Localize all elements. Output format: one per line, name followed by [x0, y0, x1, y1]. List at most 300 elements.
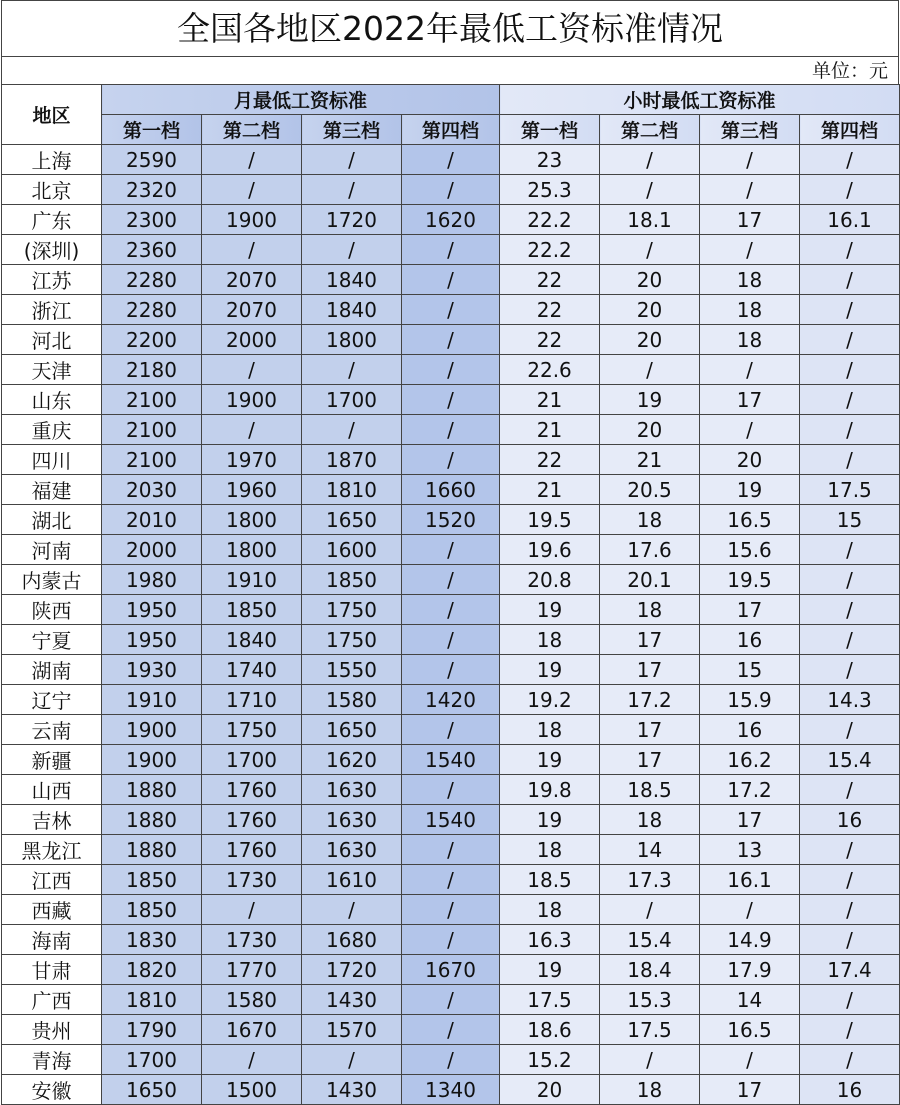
hourly-tier-1-cell: 19.2 — [500, 685, 600, 715]
hourly-tier-3-cell: 15.6 — [700, 535, 800, 565]
hourly-tier-3-cell: / — [700, 1045, 800, 1075]
table-row — [2, 145, 900, 175]
monthly-tier-3-cell: 1630 — [302, 775, 402, 805]
monthly-tier-1-cell: 2320 — [102, 175, 202, 205]
hourly-tier-2-cell: 17.2 — [600, 685, 700, 715]
region-cell: 陕西 — [2, 595, 102, 625]
table-row — [2, 1015, 900, 1045]
monthly-tier-4-cell: / — [402, 1015, 500, 1045]
monthly-tier-1-cell: 1980 — [102, 565, 202, 595]
monthly-tier-2-cell: / — [202, 1045, 302, 1075]
monthly-tier-2-cell: 1700 — [202, 745, 302, 775]
monthly-tier-4-cell: / — [402, 625, 500, 655]
monthly-tier-1-cell: 2000 — [102, 535, 202, 565]
hourly-tier-3-cell: / — [700, 895, 800, 925]
monthly-tier-2-cell: 1760 — [202, 835, 302, 865]
hourly-tier-3-cell: 18 — [700, 325, 800, 355]
monthly-tier-4-cell: / — [402, 595, 500, 625]
hourly-tier-1-cell: 23 — [500, 145, 600, 175]
hourly-tier-2-cell: 15.4 — [600, 925, 700, 955]
monthly-tier-4-cell: / — [402, 655, 500, 685]
monthly-tier-4-cell: 1420 — [402, 685, 500, 715]
region-cell: 天津 — [2, 355, 102, 385]
monthly-tier-3-cell: 1550 — [302, 655, 402, 685]
hourly-tier-3-header: 第三档 — [700, 115, 800, 145]
table-row — [2, 265, 900, 295]
monthly-tier-3-cell: / — [302, 235, 402, 265]
monthly-tier-3-cell: 1650 — [302, 505, 402, 535]
hourly-tier-2-cell: 19 — [600, 385, 700, 415]
hourly-tier-2-cell: 15.3 — [600, 985, 700, 1015]
hourly-tier-1-cell: 18 — [500, 835, 600, 865]
hourly-tier-2-cell: 14 — [600, 835, 700, 865]
monthly-tier-4-cell: / — [402, 985, 500, 1015]
table-row — [2, 385, 900, 415]
hourly-tier-1-cell: 22.6 — [500, 355, 600, 385]
hourly-tier-4-cell: / — [800, 655, 900, 685]
monthly-tier-3-cell: 1810 — [302, 475, 402, 505]
hourly-tier-2-cell: 21 — [600, 445, 700, 475]
hourly-tier-1-cell: 20 — [500, 1075, 600, 1105]
monthly-tier-2-cell: 1580 — [202, 985, 302, 1015]
hourly-tier-4-cell: 15.4 — [800, 745, 900, 775]
hourly-tier-4-cell: / — [800, 715, 900, 745]
monthly-tier-1-cell: 2280 — [102, 265, 202, 295]
monthly-tier-4-cell: 1520 — [402, 505, 500, 535]
monthly-tier-2-cell: 1900 — [202, 205, 302, 235]
monthly-tier-4-header: 第四档 — [402, 115, 500, 145]
monthly-tier-3-cell: / — [302, 355, 402, 385]
table-row — [2, 175, 900, 205]
hourly-tier-2-cell: 17.6 — [600, 535, 700, 565]
hourly-tier-2-cell: / — [600, 235, 700, 265]
hourly-tier-3-cell: 16.2 — [700, 745, 800, 775]
region-cell: 广东 — [2, 205, 102, 235]
hourly-tier-3-cell: 15.9 — [700, 685, 800, 715]
monthly-tier-4-cell: / — [402, 355, 500, 385]
region-cell: 广西 — [2, 985, 102, 1015]
hourly-tier-4-cell: / — [800, 355, 900, 385]
monthly-tier-1-cell: 2100 — [102, 415, 202, 445]
monthly-tier-3-cell: 1750 — [302, 625, 402, 655]
table-row — [2, 205, 900, 235]
monthly-tier-2-cell: 1710 — [202, 685, 302, 715]
table-row — [2, 805, 900, 835]
table-row — [2, 505, 900, 535]
hourly-tier-4-cell: / — [800, 895, 900, 925]
monthly-tier-3-cell: 1700 — [302, 385, 402, 415]
hourly-tier-1-cell: 22 — [500, 445, 600, 475]
monthly-tier-3-cell: 1680 — [302, 925, 402, 955]
table-row — [2, 235, 900, 265]
monthly-tier-1-cell: 1830 — [102, 925, 202, 955]
monthly-tier-4-cell: / — [402, 715, 500, 745]
hourly-tier-1-cell: 19 — [500, 595, 600, 625]
hourly-tier-1-cell: 25.3 — [500, 175, 600, 205]
hourly-tier-4-cell: 15 — [800, 505, 900, 535]
monthly-tier-3-cell: / — [302, 415, 402, 445]
table-row — [2, 985, 900, 1015]
hourly-tier-2-cell: 17 — [600, 655, 700, 685]
hourly-tier-4-cell: / — [800, 925, 900, 955]
hourly-tier-2-cell: 20 — [600, 295, 700, 325]
monthly-tier-2-cell: 1800 — [202, 535, 302, 565]
hourly-tier-2-cell: 18 — [600, 805, 700, 835]
hourly-tier-2-cell: 17 — [600, 745, 700, 775]
monthly-tier-4-cell: / — [402, 235, 500, 265]
monthly-tier-4-cell: / — [402, 295, 500, 325]
monthly-tier-4-cell: / — [402, 415, 500, 445]
wage-table — [1, 84, 900, 1105]
monthly-tier-4-cell: / — [402, 385, 500, 415]
region-cell: 宁夏 — [2, 625, 102, 655]
monthly-tier-2-cell: / — [202, 235, 302, 265]
hourly-tier-4-cell: 14.3 — [800, 685, 900, 715]
hourly-tier-3-cell: 17 — [700, 205, 800, 235]
monthly-tier-1-cell: 2300 — [102, 205, 202, 235]
monthly-tier-2-cell: 1730 — [202, 865, 302, 895]
monthly-tier-1-cell: 1850 — [102, 865, 202, 895]
monthly-tier-4-cell: / — [402, 175, 500, 205]
monthly-tier-3-cell: / — [302, 895, 402, 925]
hourly-tier-2-cell: 17 — [600, 715, 700, 745]
hourly-tier-4-cell: 16 — [800, 1075, 900, 1105]
hourly-tier-3-cell: 14 — [700, 985, 800, 1015]
monthly-tier-4-cell: / — [402, 265, 500, 295]
hourly-tier-3-cell: 17 — [700, 805, 800, 835]
hourly-tier-1-cell: 22 — [500, 295, 600, 325]
monthly-tier-1-cell: 2590 — [102, 145, 202, 175]
monthly-tier-3-cell: 1720 — [302, 205, 402, 235]
monthly-tier-4-cell: 1670 — [402, 955, 500, 985]
table-row — [2, 565, 900, 595]
monthly-tier-2-cell: 1760 — [202, 805, 302, 835]
region-cell: 青海 — [2, 1045, 102, 1075]
region-cell: 河北 — [2, 325, 102, 355]
region-cell: 浙江 — [2, 295, 102, 325]
monthly-tier-1-cell: 1910 — [102, 685, 202, 715]
monthly-tier-2-cell: / — [202, 415, 302, 445]
monthly-tier-1-cell: 1810 — [102, 985, 202, 1015]
monthly-tier-1-cell: 1790 — [102, 1015, 202, 1045]
monthly-tier-1-cell: 2360 — [102, 235, 202, 265]
region-cell: 海南 — [2, 925, 102, 955]
region-cell: 重庆 — [2, 415, 102, 445]
hourly-tier-4-cell: / — [800, 1015, 900, 1045]
region-cell: 河南 — [2, 535, 102, 565]
hourly-tier-4-cell: / — [800, 535, 900, 565]
region-cell: 山东 — [2, 385, 102, 415]
hourly-tier-1-cell: 21 — [500, 385, 600, 415]
monthly-tier-3-cell: 1800 — [302, 325, 402, 355]
hourly-tier-1-cell: 17.5 — [500, 985, 600, 1015]
monthly-tier-3-cell: 1750 — [302, 595, 402, 625]
hourly-tier-1-cell: 22.2 — [500, 235, 600, 265]
hourly-tier-2-cell: 18.5 — [600, 775, 700, 805]
monthly-tier-2-cell: 1670 — [202, 1015, 302, 1045]
hourly-tier-4-cell: / — [800, 295, 900, 325]
monthly-tier-3-cell: 1620 — [302, 745, 402, 775]
monthly-tier-2-cell: 2070 — [202, 265, 302, 295]
monthly-tier-2-cell: / — [202, 895, 302, 925]
hourly-tier-2-cell: / — [600, 145, 700, 175]
region-cell: 黑龙江 — [2, 835, 102, 865]
monthly-tier-2-cell: / — [202, 175, 302, 205]
monthly-tier-4-cell: / — [402, 1045, 500, 1075]
monthly-tier-2-cell: 1730 — [202, 925, 302, 955]
monthly-tier-1-cell: 1950 — [102, 595, 202, 625]
hourly-tier-2-cell: 20 — [600, 265, 700, 295]
region-cell: 上海 — [2, 145, 102, 175]
monthly-tier-4-cell: 1660 — [402, 475, 500, 505]
monthly-tier-1-cell: 1900 — [102, 715, 202, 745]
monthly-tier-3-cell: 1580 — [302, 685, 402, 715]
hourly-tier-3-cell: 17.2 — [700, 775, 800, 805]
monthly-tier-2-cell: / — [202, 355, 302, 385]
region-cell: 四川 — [2, 445, 102, 475]
hourly-tier-4-cell: / — [800, 595, 900, 625]
region-cell: 北京 — [2, 175, 102, 205]
table-row — [2, 925, 900, 955]
hourly-tier-3-cell: 18 — [700, 295, 800, 325]
monthly-tier-3-cell: 1650 — [302, 715, 402, 745]
monthly-tier-2-header: 第二档 — [202, 115, 302, 145]
monthly-tier-1-cell: 1950 — [102, 625, 202, 655]
hourly-tier-1-cell: 19 — [500, 655, 600, 685]
hourly-tier-2-cell: / — [600, 895, 700, 925]
monthly-tier-4-cell: / — [402, 325, 500, 355]
hourly-tier-3-cell: 18 — [700, 265, 800, 295]
monthly-tier-4-cell: 1540 — [402, 805, 500, 835]
monthly-tier-3-cell: 1720 — [302, 955, 402, 985]
hourly-tier-2-cell: 18 — [600, 1075, 700, 1105]
region-cell: 甘肃 — [2, 955, 102, 985]
region-cell: 吉林 — [2, 805, 102, 835]
hourly-tier-1-cell: 22.2 — [500, 205, 600, 235]
monthly-tier-2-cell: 1960 — [202, 475, 302, 505]
monthly-tier-1-cell: 2100 — [102, 385, 202, 415]
hourly-tier-4-cell: / — [800, 865, 900, 895]
hourly-tier-2-cell: 18 — [600, 595, 700, 625]
table-row — [2, 775, 900, 805]
region-cell: 辽宁 — [2, 685, 102, 715]
hourly-tier-4-cell: / — [800, 415, 900, 445]
hourly-tier-3-cell: 15 — [700, 655, 800, 685]
table-row — [2, 895, 900, 925]
monthly-tier-3-cell: 1570 — [302, 1015, 402, 1045]
hourly-tier-3-cell: 16.5 — [700, 1015, 800, 1045]
hourly-tier-1-cell: 19 — [500, 955, 600, 985]
hourly-tier-2-cell: / — [600, 175, 700, 205]
hourly-tier-4-cell: / — [800, 235, 900, 265]
hourly-tier-4-cell: / — [800, 325, 900, 355]
hourly-tier-4-cell: 17.4 — [800, 955, 900, 985]
monthly-tier-1-cell: 1650 — [102, 1075, 202, 1105]
region-cell: (深圳) — [2, 235, 102, 265]
monthly-tier-3-cell: 1430 — [302, 1075, 402, 1105]
monthly-tier-1-cell: 1880 — [102, 775, 202, 805]
hourly-tier-3-cell: 17 — [700, 595, 800, 625]
monthly-tier-3-cell: 1430 — [302, 985, 402, 1015]
hourly-tier-3-cell: 20 — [700, 445, 800, 475]
table-row — [2, 655, 900, 685]
hourly-tier-4-cell: / — [800, 565, 900, 595]
hourly-tier-2-cell: 18 — [600, 505, 700, 535]
table-row — [2, 715, 900, 745]
hourly-tier-3-cell: / — [700, 235, 800, 265]
monthly-tier-1-cell: 2100 — [102, 445, 202, 475]
hourly-tier-3-cell: / — [700, 175, 800, 205]
monthly-tier-4-cell: / — [402, 535, 500, 565]
monthly-tier-3-cell: 1630 — [302, 835, 402, 865]
hourly-tier-3-cell: 14.9 — [700, 925, 800, 955]
hourly-tier-1-header: 第一档 — [500, 115, 600, 145]
region-cell: 云南 — [2, 715, 102, 745]
table-body — [2, 145, 900, 1105]
monthly-tier-2-cell: 1850 — [202, 595, 302, 625]
region-cell: 贵州 — [2, 1015, 102, 1045]
hourly-header: 小时最低工资标准 — [500, 85, 900, 115]
region-cell: 湖北 — [2, 505, 102, 535]
hourly-tier-1-cell: 18.6 — [500, 1015, 600, 1045]
monthly-tier-1-cell: 2030 — [102, 475, 202, 505]
hourly-tier-1-cell: 19.8 — [500, 775, 600, 805]
monthly-tier-1-cell: 1850 — [102, 895, 202, 925]
hourly-tier-4-cell: 16 — [800, 805, 900, 835]
table-row — [2, 955, 900, 985]
hourly-tier-3-cell: 16 — [700, 625, 800, 655]
monthly-tier-4-cell: / — [402, 865, 500, 895]
hourly-tier-3-cell: / — [700, 415, 800, 445]
monthly-tier-2-cell: 1500 — [202, 1075, 302, 1105]
monthly-tier-1-cell: 1700 — [102, 1045, 202, 1075]
hourly-tier-1-cell: 18.5 — [500, 865, 600, 895]
monthly-tier-3-cell: 1840 — [302, 295, 402, 325]
monthly-tier-1-cell: 2180 — [102, 355, 202, 385]
monthly-tier-3-cell: 1870 — [302, 445, 402, 475]
table-row — [2, 475, 900, 505]
monthly-tier-2-cell: 1770 — [202, 955, 302, 985]
hourly-tier-3-cell: 17.9 — [700, 955, 800, 985]
hourly-tier-3-cell: 19.5 — [700, 565, 800, 595]
hourly-tier-2-cell: 18.1 — [600, 205, 700, 235]
monthly-tier-2-cell: 1970 — [202, 445, 302, 475]
hourly-tier-3-cell: 19 — [700, 475, 800, 505]
hourly-tier-2-header: 第二档 — [600, 115, 700, 145]
hourly-tier-3-cell: 16.1 — [700, 865, 800, 895]
hourly-tier-4-cell: 16.1 — [800, 205, 900, 235]
monthly-tier-4-cell: 1340 — [402, 1075, 500, 1105]
table-row — [2, 685, 900, 715]
monthly-tier-2-cell: 1740 — [202, 655, 302, 685]
table-row — [2, 835, 900, 865]
table-row — [2, 1045, 900, 1075]
monthly-tier-3-cell: / — [302, 175, 402, 205]
hourly-tier-4-cell: 17.5 — [800, 475, 900, 505]
hourly-tier-1-cell: 19.5 — [500, 505, 600, 535]
region-cell: 江西 — [2, 865, 102, 895]
table-row — [2, 535, 900, 565]
region-cell: 福建 — [2, 475, 102, 505]
hourly-tier-1-cell: 22 — [500, 265, 600, 295]
hourly-tier-1-cell: 21 — [500, 475, 600, 505]
monthly-tier-4-cell: / — [402, 445, 500, 475]
region-cell: 湖南 — [2, 655, 102, 685]
monthly-tier-2-cell: / — [202, 145, 302, 175]
hourly-tier-2-cell: / — [600, 355, 700, 385]
hourly-tier-2-cell: 17 — [600, 625, 700, 655]
monthly-tier-2-cell: 1800 — [202, 505, 302, 535]
monthly-tier-3-cell: 1840 — [302, 265, 402, 295]
hourly-tier-4-cell: / — [800, 775, 900, 805]
table-row — [2, 595, 900, 625]
hourly-tier-1-cell: 18 — [500, 895, 600, 925]
hourly-tier-3-cell: / — [700, 355, 800, 385]
hourly-tier-2-cell: 17.3 — [600, 865, 700, 895]
hourly-tier-2-cell: 17.5 — [600, 1015, 700, 1045]
table-row — [2, 1075, 900, 1105]
monthly-tier-3-cell: 1600 — [302, 535, 402, 565]
region-cell: 山西 — [2, 775, 102, 805]
table-row — [2, 865, 900, 895]
table-row — [2, 325, 900, 355]
monthly-tier-4-cell: 1620 — [402, 205, 500, 235]
hourly-tier-1-cell: 16.3 — [500, 925, 600, 955]
hourly-tier-3-cell: / — [700, 145, 800, 175]
hourly-tier-1-cell: 21 — [500, 415, 600, 445]
region-header: 地区 — [2, 85, 102, 145]
monthly-tier-4-cell: / — [402, 835, 500, 865]
hourly-tier-4-cell: / — [800, 145, 900, 175]
monthly-tier-2-cell: 1910 — [202, 565, 302, 595]
monthly-tier-4-cell: / — [402, 565, 500, 595]
table-row — [2, 295, 900, 325]
wage-table-sheet — [1, 0, 899, 1105]
hourly-tier-3-cell: 17 — [700, 385, 800, 415]
hourly-tier-1-cell: 18 — [500, 625, 600, 655]
monthly-tier-1-cell: 2010 — [102, 505, 202, 535]
hourly-tier-2-cell: / — [600, 1045, 700, 1075]
hourly-tier-4-cell: / — [800, 1045, 900, 1075]
table-row — [2, 445, 900, 475]
table-row — [2, 745, 900, 775]
hourly-tier-1-cell: 19 — [500, 745, 600, 775]
monthly-tier-1-header: 第一档 — [102, 115, 202, 145]
hourly-tier-3-cell: 13 — [700, 835, 800, 865]
hourly-tier-3-cell: 17 — [700, 1075, 800, 1105]
monthly-tier-2-cell: 1900 — [202, 385, 302, 415]
region-cell: 江苏 — [2, 265, 102, 295]
monthly-header: 月最低工资标准 — [102, 85, 500, 115]
monthly-tier-2-cell: 2070 — [202, 295, 302, 325]
monthly-tier-2-cell: 1760 — [202, 775, 302, 805]
hourly-tier-2-cell: 20 — [600, 415, 700, 445]
monthly-tier-3-cell: / — [302, 1045, 402, 1075]
monthly-tier-3-cell: 1850 — [302, 565, 402, 595]
region-cell: 新疆 — [2, 745, 102, 775]
monthly-tier-1-cell: 1880 — [102, 805, 202, 835]
unit-label: 单位：元 — [1, 56, 899, 84]
hourly-tier-3-cell: 16.5 — [700, 505, 800, 535]
hourly-tier-3-cell: 16 — [700, 715, 800, 745]
hourly-tier-2-cell: 20.1 — [600, 565, 700, 595]
monthly-tier-2-cell: 1750 — [202, 715, 302, 745]
hourly-tier-4-cell: / — [800, 265, 900, 295]
hourly-tier-4-cell: / — [800, 175, 900, 205]
hourly-tier-2-cell: 18.4 — [600, 955, 700, 985]
monthly-tier-4-cell: / — [402, 925, 500, 955]
monthly-tier-1-cell: 1880 — [102, 835, 202, 865]
